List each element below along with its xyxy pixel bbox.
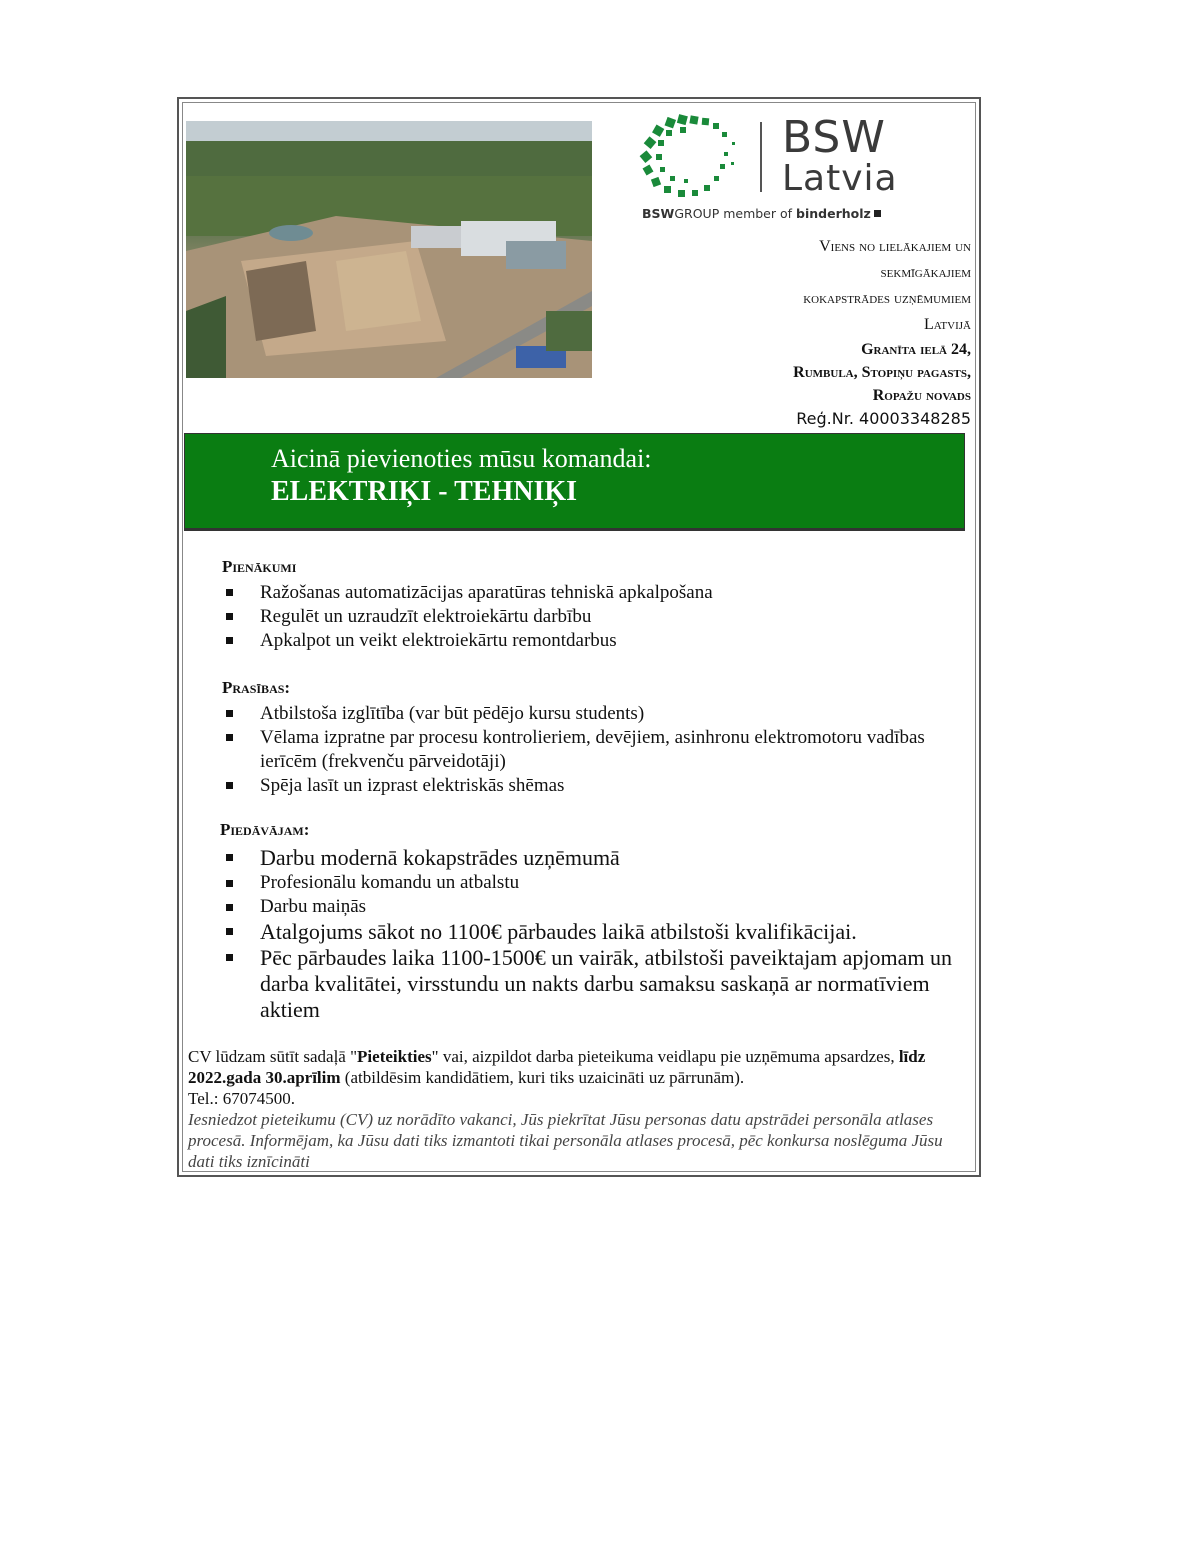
list-item: Ražošanas automatizācijas aparatūras tehniskā apkalpošana <box>222 581 962 605</box>
bsw-logo-mark-icon <box>636 112 744 202</box>
list-item: Darbu maiņās <box>222 895 974 919</box>
address-line: Rumbula, Stopiņu pagasts, <box>793 364 971 381</box>
intro-line: sekmīgākajiem <box>880 264 971 281</box>
offer-heading: Piedāvājam: <box>220 820 310 839</box>
duties-list <box>222 581 962 653</box>
application-text: CV lūdzam sūtīt sadaļā "Pieteikties" vai, aizpildot darba pieteikuma veidlapu pie uzņēmuma apsardzes, līdz 2022.gada 30.aprīlim (atbildēsim kandidātiem, kuri tiks uzaicināti uz pārrunām). <box>188 1047 926 1087</box>
registration-number: Reģ.Nr. 40003348285 <box>796 409 971 428</box>
list-item: Atbilstoša izglītība (var būt pēdējo kursu students) <box>222 702 962 726</box>
bsw-logo <box>636 108 936 228</box>
list-item: Spēja lasīt un izprast elektriskās shēmas <box>222 774 962 798</box>
logo-name-bottom: Latvia <box>782 158 898 199</box>
address-line: Ropažu novads <box>872 387 971 404</box>
logo-tagline: BSWGROUP member of binderholz <box>642 206 881 221</box>
privacy-note: Iesniedzot pieteikumu (CV) uz norādīto vakanci, Jūs piekrītat Jūsu personas datu apstrādei personāla atlases procesā. Informējam, ka Jūsu dati tiks izmantoti tikai personāla atlases procesā, pēc konkursa noslēguma Jūsu dati tiks iznīcināti <box>188 1110 943 1171</box>
list-item: Profesionālu komandu un atbalstu <box>222 871 974 895</box>
logo-name-top: BSW <box>782 112 886 163</box>
logo-divider <box>760 122 762 192</box>
company-info <box>591 234 971 431</box>
list-item: Regulēt un uzraudzīt elektroiekārtu darbību <box>222 605 962 629</box>
intro-line: kokapstrādes uzņēmumiem <box>803 290 971 307</box>
list-item: Pēc pārbaudes laika 1100-1500€ un vairāk, atbilstoši paveiktajam apjomam un darba kvalitātei, virsstundu un nakts darbu samaksu saskaņā ar normatīviem aktiem <box>222 945 974 1023</box>
list-item: Vēlama izpratne par procesu kontrolieriem, devējiem, asinhronu elektromotoru vadības ierīcēm (frekvenču pārveidotāji) <box>222 726 962 774</box>
list-item: Atalgojums sākot no 1100€ pārbaudes laikā atbilstoši kvalifikācijai. <box>222 919 974 945</box>
job-banner <box>184 433 965 531</box>
address-line: Granīta ielā 24, <box>861 341 971 358</box>
list-item: Darbu modernā kokapstrādes uzņēmumā <box>222 845 974 871</box>
requirements-list <box>222 702 962 798</box>
aerial-photo <box>186 121 592 378</box>
banner-subtitle: Aicinā pievienoties mūsu komandai: <box>271 444 652 473</box>
duties-heading: Pienākumi <box>222 557 297 576</box>
application-info <box>188 1046 973 1172</box>
phone-number: Tel.: 67074500. <box>188 1089 295 1108</box>
list-item: Apkalpot un veikt elektroiekārtu remontdarbus <box>222 629 962 653</box>
intro-line: Viens no lielākajiem un <box>819 238 971 255</box>
requirements-heading: Prasības: <box>222 678 291 697</box>
offer-list <box>222 845 974 1023</box>
job-title: ELEKTRIĶI - TEHNIĶI <box>271 476 578 507</box>
company-address <box>591 338 971 407</box>
intro-line: Latvijā <box>923 316 971 333</box>
